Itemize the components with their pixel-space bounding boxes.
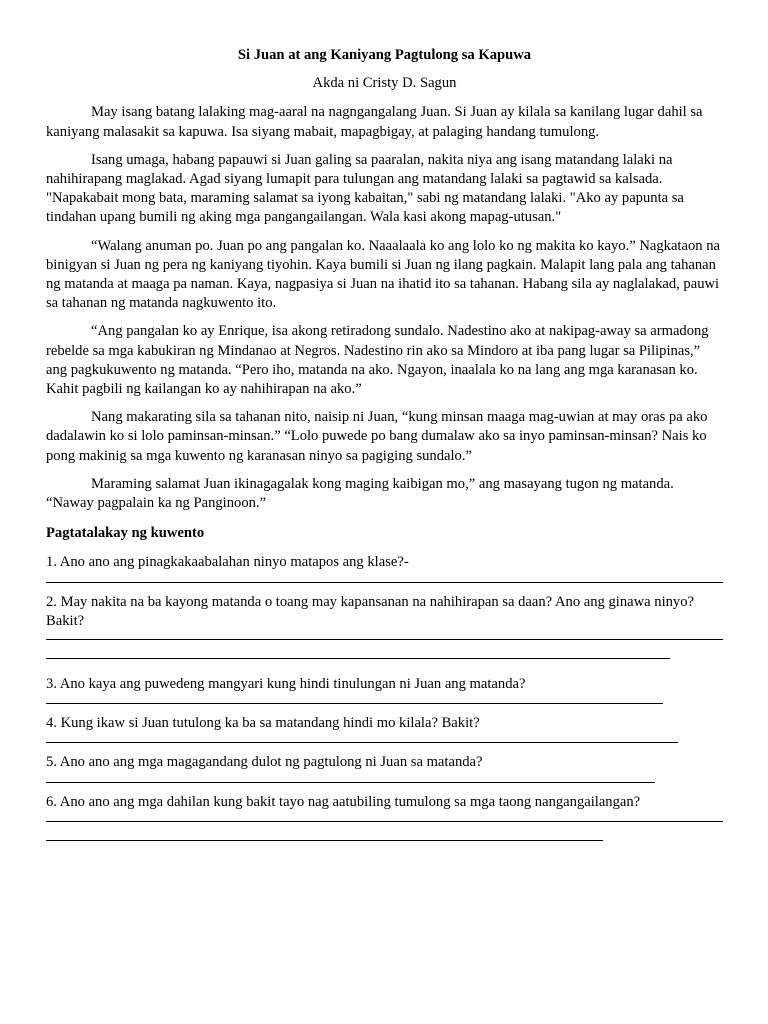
question-block-4 — [46, 714, 723, 743]
story-paragraph: May isang batang lalaking mag-aaral na nagngangalang Juan. Si Juan ay kilala sa kanilang lugar dahil sa kaniyang malasakit sa kapuwa. Isa siyang mabait, mapagbigay, at palaging handang tumulong. — [46, 104, 703, 140]
answer-line — [46, 742, 678, 743]
answer-line — [46, 703, 663, 704]
question-4: 4. Kung ikaw si Juan tutulong ka ba sa matandang hindi mo kilala? Bakit? — [46, 715, 480, 732]
story-paragraph: “Ang pangalan ko ay Enrique, isa akong retiradong sundalo. Nadestino ako at nakipag-away sa armadong rebelde sa mga kabukiran ng Mindanao at Negros. Nadestino rin ako sa Mindoro at iba pang lugar sa Pilipinas,” ang pagkukuwento ng matanda. “Pero iho, matanda na ako. Ngayon, inaalala ko na lang ang mga karanasan ko. Kahit pagbili ng kailangan ko ay nahihirapan na ako.” — [46, 323, 709, 398]
question-2: 2. May nakita na ba kayong matanda o toang may kapansanan na nahihirapan sa daan? Ano ang ginawa ninyo? Bakit? — [46, 593, 694, 629]
question-1: 1. Ano ano ang pinagkakaabalahan ninyo matapos ang klase?- — [46, 554, 409, 571]
story-author: Akda ni Cristy D. Sagun — [312, 75, 457, 92]
question-block-3 — [46, 675, 723, 704]
story-paragraph: Isang umaga, habang papauwi si Juan galing sa paaralan, nakita niya ang isang matandang lalaki na nahihirapang maglakad. Agad siyang lumapit para tulungan ang matandang lalaki sa pagtawid sa kalsada. "Napakabait mong bata, maraming salamat sa iyong kabaitan," sabi ng matandang lalaki. "Ako ay papunta sa tindahan upang bumili ng aking mga pangangailangan. Wala kasi akong mapag-utusan." — [46, 151, 684, 226]
answer-line — [46, 821, 723, 822]
answer-line — [46, 582, 723, 583]
question-5: 5. Ano ano ang mga magagandang dulot ng pagtulong ni Juan sa matanda? — [46, 754, 483, 771]
question-3: 3. Ano kaya ang puwedeng mangyari kung hindi tinulungan ni Juan ang matanda? — [46, 676, 526, 693]
answer-line — [46, 658, 670, 659]
story-paragraph: Maraming salamat Juan ikinagagalak kong maging kaibigan mo,” ang masayang tugon ng matanda. “Naway pagpalain ka ng Panginoon.” — [46, 475, 674, 512]
question-block-5 — [46, 753, 723, 782]
story-paragraph: Nang makarating sila sa tahanan nito, naisip ni Juan, “kung minsan maaga mag-uwian at may oras pa ako dadalawin ko si lolo paminsan-minsan.” “Lolo puwede po bang dumalaw ako sa inyo paminsan-minsan? Nais ko pong makinig sa mga kuwento ng karanasan ninyo sa pagiging sundalo.” — [46, 409, 708, 464]
discussion-heading: Pagtatalakay ng kuwento — [46, 525, 205, 542]
question-block-6 — [46, 793, 723, 841]
question-6: 6. Ano ano ang mga dahilan kung bakit tayo nag aatubiling tumulong sa mga taong nangangailangan? — [46, 793, 641, 810]
document-body — [46, 46, 723, 841]
answer-line — [46, 840, 603, 841]
story-paragraph: “Walang anuman po. Juan po ang pangalan ko. Naaalaala ko ang lolo ko ng makita ko kayo.” Nagkataon na binigyan si Juan ng pera ng kaniyang tiyohin. Kaya bumili si Juan ng ilang pagkain. Malapit lang pala ang tahanan ng matanda at maaga pa naman. Kaya, nagpasiya si Juan na ihatid ito sa tahanan. Habang sila ay naglalakad, pauwi sa tahanan ng matanda nagkuwento ito. — [46, 237, 720, 312]
question-block-2 — [46, 593, 723, 659]
story-title: Si Juan at ang Kaniyang Pagtulong sa Kapuwa — [237, 47, 532, 63]
answer-line — [46, 782, 655, 783]
answer-line — [46, 639, 723, 640]
